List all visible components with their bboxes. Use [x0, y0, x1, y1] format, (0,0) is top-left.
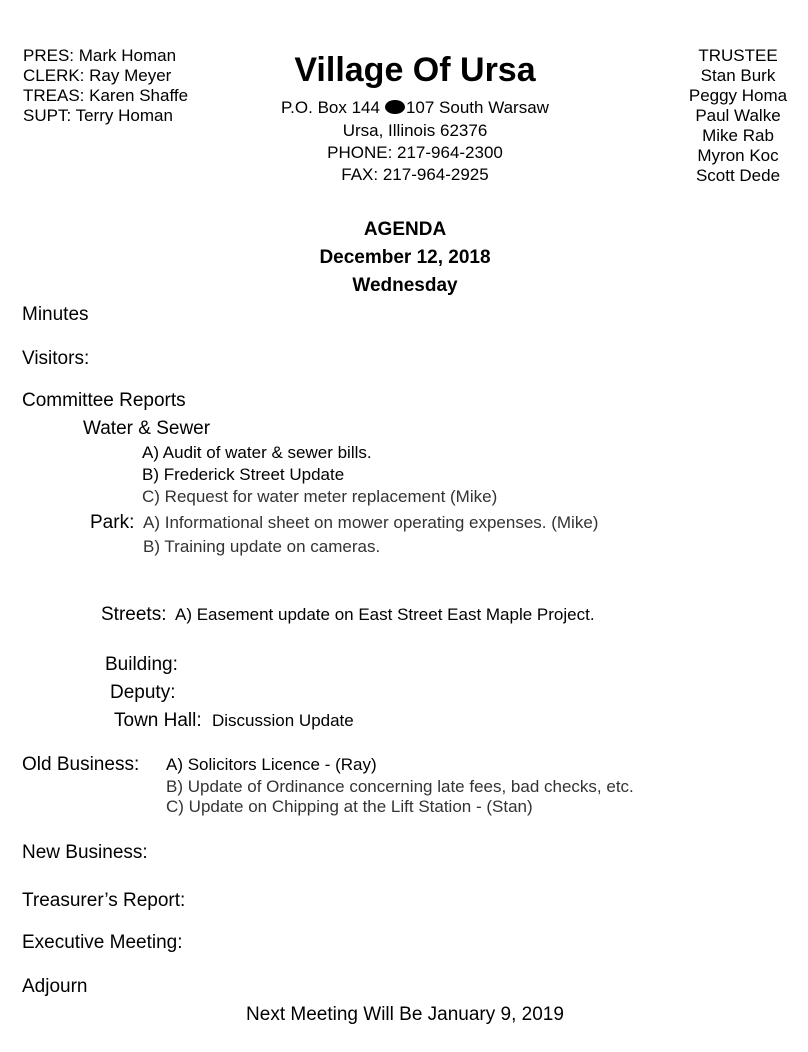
trustee-name: Myron Koc [697, 146, 779, 165]
officer-supt: SUPT: Terry Homan [23, 106, 173, 125]
treasurers-report-heading: Treasurer’s Report: [22, 890, 186, 911]
water-sewer-item: A) Audit of water & sewer bills. [142, 443, 372, 462]
deputy-heading: Deputy: [110, 682, 176, 703]
next-meeting-note: Next Meeting Will Be January 9, 2019 [246, 1004, 564, 1025]
officer-treas: TREAS: Karen Shaffe [23, 86, 189, 105]
agenda-date: December 12, 2018 [319, 247, 491, 268]
minutes-heading: Minutes [22, 304, 89, 325]
village-title: Village Of Ursa [294, 51, 536, 89]
trustees-heading: TRUSTEE [698, 47, 778, 65]
town-hall-item: Discussion Update [212, 711, 354, 730]
trustee-name: Scott Dede [695, 166, 781, 185]
trustee-name: Stan Burk [700, 66, 776, 85]
park-item: A) Informational sheet on mower operating expenses. (Mike) [143, 513, 599, 532]
street-address: 107 South Warsaw [405, 98, 549, 117]
trustee-name: Peggy Homa [688, 86, 788, 105]
executive-meeting-heading: Executive Meeting: [22, 932, 183, 953]
streets-item: A) Easement update on East Street East Maple Project. [175, 605, 595, 624]
water-sewer-item: C) Request for water meter replacement (Mike) [142, 487, 498, 506]
park-heading: Park: [90, 512, 135, 533]
phone-line: PHONE: 217-964-2300 [327, 143, 503, 162]
building-heading: Building: [105, 654, 178, 675]
officer-clerk: CLERK: Ray Meyer [23, 66, 172, 85]
park-item: B) Training update on cameras. [143, 537, 381, 556]
old-business-item: A) Solicitors Licence - (Ray) [166, 755, 377, 774]
address-line [0, 99, 808, 116]
adjourn-heading: Adjourn [22, 976, 88, 997]
committee-reports-heading: Committee Reports [22, 390, 186, 411]
town-hall-heading: Town Hall: [114, 710, 202, 731]
agenda-title: AGENDA [363, 219, 447, 240]
old-business-item: C) Update on Chipping at the Lift Station - (Stan) [166, 797, 533, 816]
old-business-item: B) Update of Ordinance concerning late fees, bad checks, etc. [166, 777, 634, 796]
water-sewer-item: B) Frederick Street Update [142, 465, 345, 484]
streets-heading: Streets: [101, 604, 167, 625]
old-business-heading: Old Business: [22, 754, 140, 775]
po-box: P.O. Box 144 [281, 98, 380, 117]
officer-pres: PRES: Mark Homan [23, 46, 177, 65]
trustee-name: Mike Rab [702, 126, 774, 145]
agenda-weekday: Wednesday [352, 275, 458, 296]
fax-line: FAX: 217-964-2925 [341, 165, 489, 184]
city-line: Ursa, Illinois 62376 [342, 121, 488, 140]
visitors-heading: Visitors: [22, 348, 90, 369]
water-sewer-heading: Water & Sewer [83, 418, 211, 439]
bullet-oval-icon [385, 100, 405, 114]
new-business-heading: New Business: [22, 842, 148, 863]
trustee-name: Paul Walke [695, 106, 781, 125]
